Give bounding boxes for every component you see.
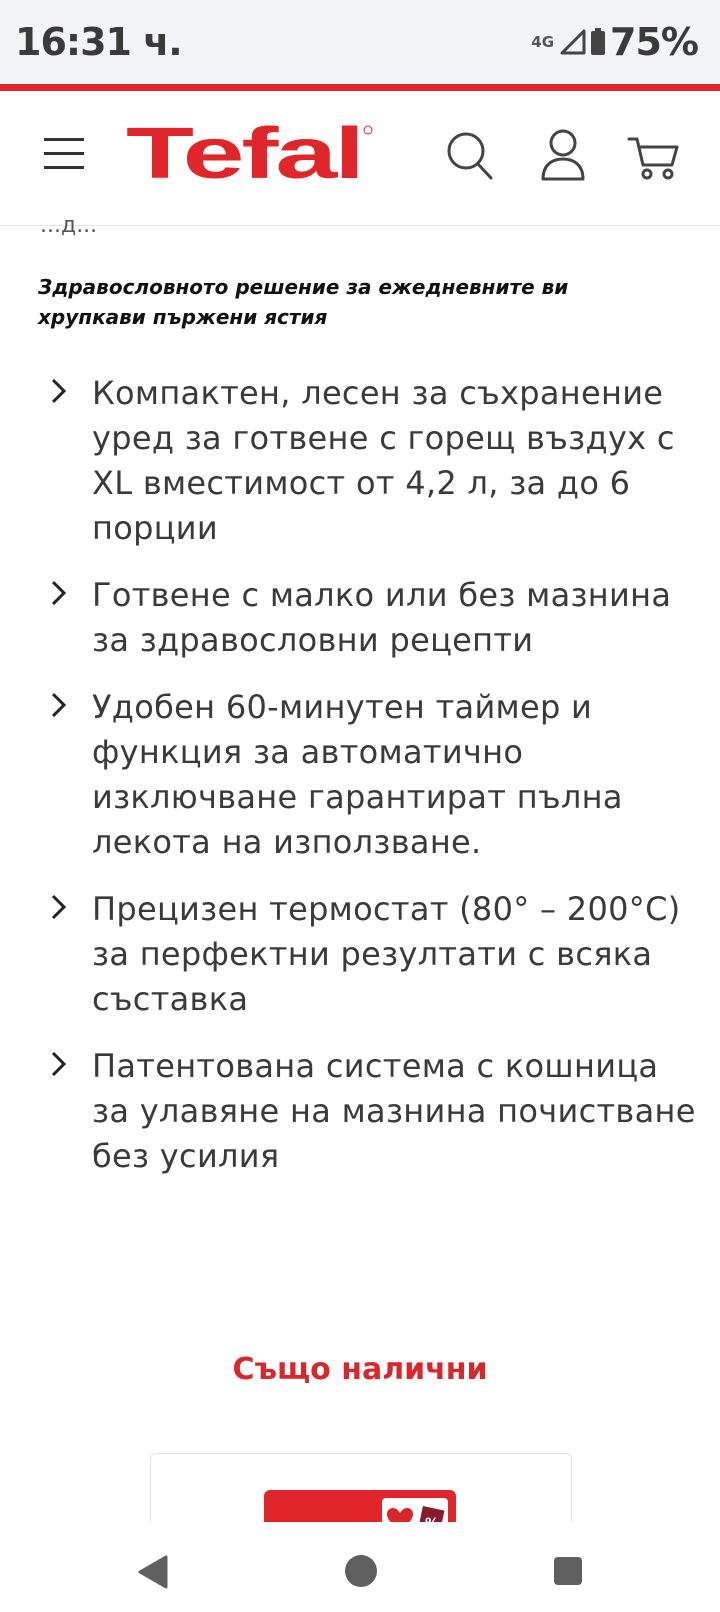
cart-button[interactable]: [628, 135, 680, 181]
status-bar: [0, 0, 720, 84]
tefal-logo[interactable]: [126, 114, 374, 194]
menu-icon: [44, 135, 84, 171]
home-icon: [344, 1554, 378, 1588]
chevron-right-icon: [48, 893, 70, 921]
account-button[interactable]: [540, 129, 586, 181]
feature-text: Готвене с малко или без мазнина за здравословни рецепти: [92, 576, 672, 659]
status-indicators: [531, 20, 698, 64]
home-button[interactable]: [344, 1554, 378, 1588]
feature-text: Прецизен термостат (80° – 200°C) за перфектни резултати с всяка съставка: [92, 890, 681, 1018]
signal-icon: [560, 29, 586, 55]
feature-item: [0, 371, 720, 551]
system-nav-bar: [0, 1522, 720, 1612]
feature-text: Удобен 60-минутен таймер и функция за автоматично изключване гарантират пълна лекота на използване.: [92, 688, 623, 861]
battery-icon: [590, 28, 606, 56]
recents-icon: [553, 1556, 583, 1586]
cut-off-text: ...д...: [40, 213, 98, 238]
account-icon: [540, 129, 586, 181]
back-button[interactable]: [136, 1554, 170, 1590]
site-header: [0, 91, 720, 238]
recents-button[interactable]: [553, 1556, 583, 1586]
feature-text: Компактен, лесен за съхранение уред за готвене с горещ въздух с XL вместимост от 4,2 л, за до 6 порции: [92, 374, 675, 547]
feature-item: [0, 1044, 720, 1179]
battery-percentage: 75%: [610, 20, 698, 64]
feature-item: [0, 887, 720, 1022]
cart-icon: [628, 135, 680, 181]
svg-text:Tefal: Tefal: [126, 114, 362, 194]
product-subtitle: Здравословното решение за ежедневните ви хрупкави пържени ястия: [38, 275, 569, 329]
feature-text: Патентована система с кошница за улавяне на мазнина почистване без усилия: [92, 1047, 696, 1175]
search-icon: [446, 131, 494, 181]
tefal-logo-image: [126, 114, 374, 194]
status-time: 16:31 ч.: [15, 20, 182, 64]
feature-list: [0, 371, 720, 1201]
chevron-right-icon: [48, 1050, 70, 1078]
chevron-right-icon: [48, 691, 70, 719]
menu-button[interactable]: [44, 135, 84, 171]
chevron-right-icon: [48, 377, 70, 405]
also-available-heading: Също налични: [232, 1352, 488, 1387]
chevron-right-icon: [48, 579, 70, 607]
back-icon: [136, 1554, 170, 1590]
network-type: 4G: [531, 32, 555, 51]
feature-item: [0, 685, 720, 865]
search-button[interactable]: [446, 131, 494, 181]
feature-item: [0, 573, 720, 663]
brand-accent-line: [0, 84, 720, 91]
